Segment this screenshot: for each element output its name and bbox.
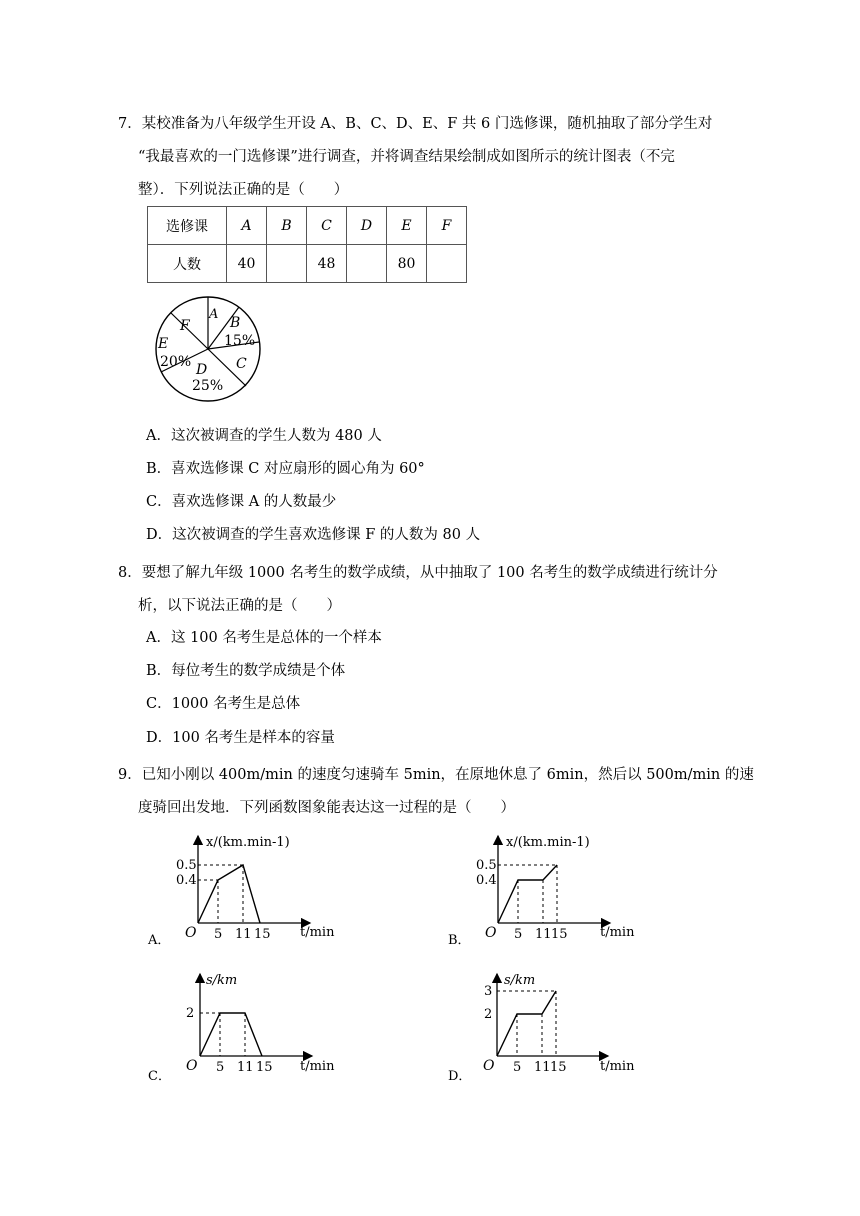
q9-graph-a bbox=[140, 828, 370, 950]
q7-option-c: C．喜欢选修课 A 的人数最少 bbox=[146, 494, 337, 510]
table-count-row bbox=[148, 245, 467, 283]
graph-xtick: 11 bbox=[235, 927, 252, 942]
table-course: F bbox=[427, 207, 467, 245]
graph-ytick: 0.5 bbox=[176, 858, 197, 873]
q7-stem-line1: 7．某校准备为八年级学生开设 A、B、C、D、E、F 共 6 门选修课，随机抽取了部分学生对 bbox=[118, 116, 713, 132]
graph-ylabel: x/(km.min-1) bbox=[506, 835, 590, 850]
graph-xtick: 11 bbox=[237, 1060, 254, 1075]
graph-ytick: 0.5 bbox=[476, 858, 497, 873]
graph-ylabel: x/(km.min-1) bbox=[206, 835, 290, 850]
graph-option-letter: A． bbox=[148, 933, 171, 948]
table-count: 80 bbox=[387, 245, 427, 283]
graph-option-letter: B． bbox=[448, 933, 471, 948]
graph-xtick: 5 bbox=[513, 1060, 522, 1075]
table-count bbox=[427, 245, 467, 283]
q7-stem-line2: “我最喜欢的一门选修课”进行调查，并将调查结果绘制成如图所示的统计图表（不完 bbox=[138, 149, 675, 165]
q7-option-b: B．喜欢选修课 C 对应扇形的圆心角为 60° bbox=[146, 461, 425, 477]
graph-xtick: 11 bbox=[534, 1060, 551, 1075]
graph-xtick: 5 bbox=[214, 927, 223, 942]
graph-xtick: 15 bbox=[551, 927, 568, 942]
q7-pie-chart bbox=[148, 296, 268, 402]
table-course: B bbox=[267, 207, 307, 245]
q9-graph-d bbox=[440, 966, 670, 1088]
table-course: C bbox=[307, 207, 347, 245]
q7-option-a: A．这次被调查的学生人数为 480 人 bbox=[146, 428, 382, 444]
q8-stem-line2: 析，以下说法正确的是（ ） bbox=[138, 598, 341, 614]
graph-option-letter: C． bbox=[148, 1069, 171, 1084]
table-count bbox=[347, 245, 387, 283]
q7-stem-line3: 整）．下列说法正确的是（ ） bbox=[138, 182, 349, 198]
graph-origin: O bbox=[186, 1058, 198, 1074]
graph-xlabel: t/min bbox=[300, 1059, 335, 1074]
pie-label-d-pct: 25% bbox=[192, 378, 224, 394]
pie-label-d: D bbox=[196, 362, 208, 378]
graph-ytick: 0.4 bbox=[176, 873, 197, 888]
pie-label-f: F bbox=[180, 318, 190, 334]
table-row-label: 人数 bbox=[148, 245, 227, 283]
pie-label-e-pct: 20% bbox=[160, 354, 192, 370]
q7-option-d: D．这次被调查的学生喜欢选修课 F 的人数为 80 人 bbox=[146, 527, 481, 543]
graph-xlabel: t/min bbox=[600, 1059, 635, 1074]
table-course: D bbox=[347, 207, 387, 245]
q9-graph-c bbox=[140, 966, 370, 1088]
graph-ytick: 0.4 bbox=[476, 873, 497, 888]
pie-label-a: A bbox=[209, 307, 219, 322]
table-course: E bbox=[387, 207, 427, 245]
q9-stem-line1: 9．已知小刚以 400m/min 的速度匀速骑车 5min，在原地休息了 6min，然后以 500m/min 的速 bbox=[118, 767, 754, 783]
graph-option-letter: D． bbox=[448, 1069, 472, 1084]
q8-option-b: B．每位考生的数学成绩是个体 bbox=[146, 663, 346, 679]
q7-course-table bbox=[147, 206, 467, 283]
graph-origin: O bbox=[185, 925, 197, 941]
graph-ylabel: s/km bbox=[206, 973, 238, 988]
table-header-label: 选修课 bbox=[148, 207, 227, 245]
graph-xlabel: t/min bbox=[300, 925, 335, 940]
table-count bbox=[267, 245, 307, 283]
graph-xlabel: t/min bbox=[600, 925, 635, 940]
table-course: A bbox=[227, 207, 267, 245]
table-count: 48 bbox=[307, 245, 347, 283]
graph-origin: O bbox=[483, 1058, 495, 1074]
graph-xtick: 15 bbox=[550, 1060, 567, 1075]
q8-stem-line1: 8．要想了解九年级 1000 名考生的数学成绩，从中抽取了 100 名考生的数学成绩进行统计分 bbox=[118, 565, 718, 581]
pie-label-c: C bbox=[236, 356, 247, 372]
q8-option-a: A．这 100 名考生是总体的一个样本 bbox=[146, 630, 382, 646]
graph-ytick: 2 bbox=[484, 1007, 493, 1022]
graph-ylabel: s/km bbox=[504, 973, 536, 988]
table-header-row bbox=[148, 207, 467, 245]
q8-option-d: D．100 名考生是样本的容量 bbox=[146, 730, 335, 746]
pie-label-b-pct: 15% bbox=[224, 333, 256, 349]
graph-origin: O bbox=[485, 925, 497, 941]
graph-xtick: 15 bbox=[254, 927, 271, 942]
graph-xtick: 5 bbox=[514, 927, 523, 942]
q9-graph-b bbox=[440, 828, 670, 950]
table-count: 40 bbox=[227, 245, 267, 283]
q8-option-c: C．1000 名考生是总体 bbox=[146, 696, 301, 712]
pie-label-b: B bbox=[230, 315, 241, 331]
graph-xtick: 11 bbox=[535, 927, 552, 942]
q9-stem-line2: 度骑回出发地．下列函数图象能表达这一过程的是（ ） bbox=[138, 800, 515, 816]
graph-xtick: 5 bbox=[216, 1060, 225, 1075]
graph-ytick: 2 bbox=[186, 1006, 195, 1021]
pie-label-e: E bbox=[158, 336, 169, 352]
graph-xtick: 15 bbox=[256, 1060, 273, 1075]
graph-ytick: 3 bbox=[484, 984, 493, 999]
